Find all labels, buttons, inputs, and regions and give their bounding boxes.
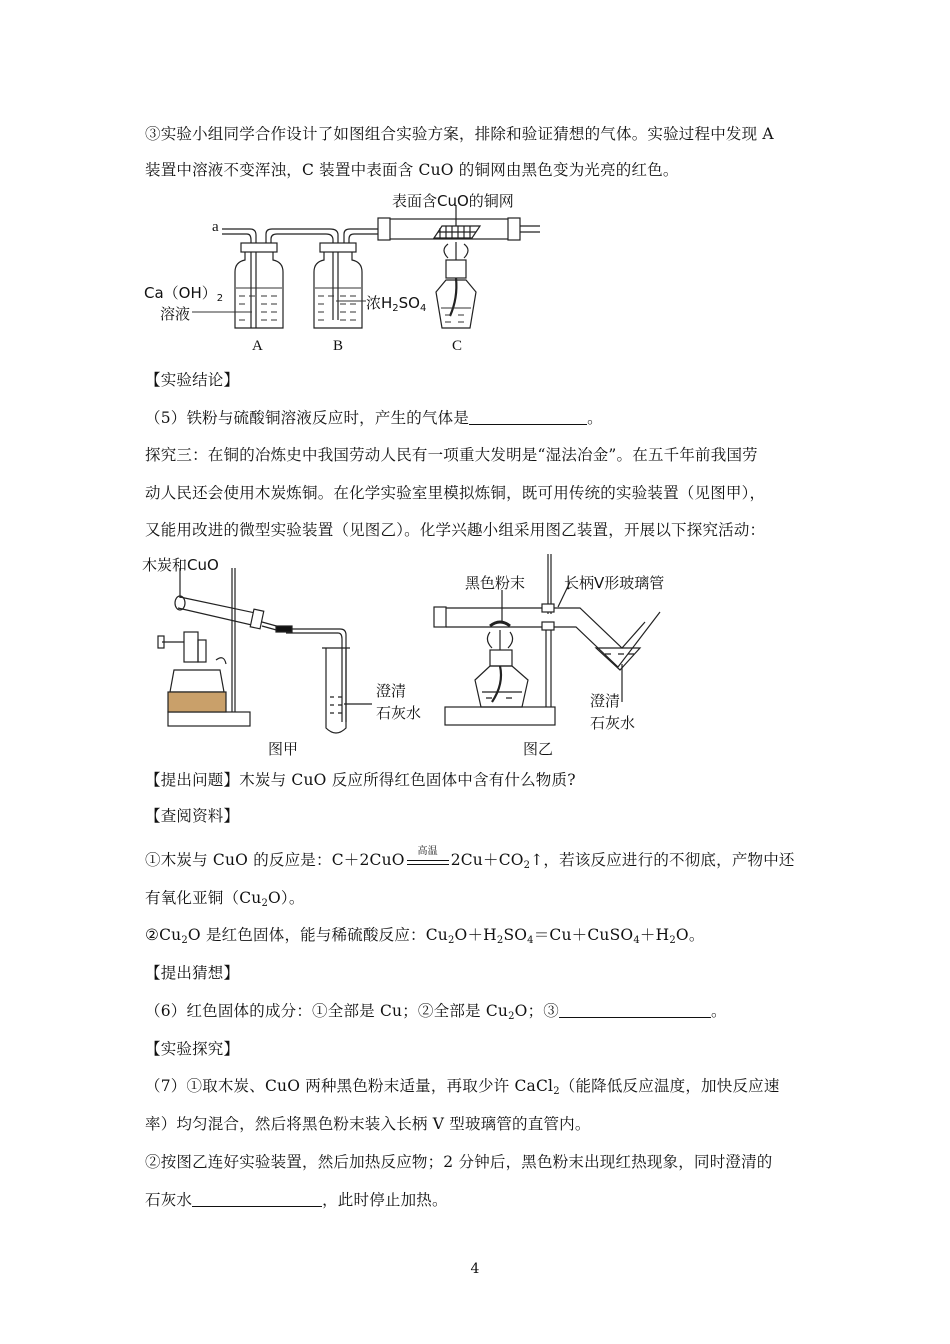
question-7-line: ②按图乙连好实验装置，然后加热反应物；2 分钟后，黑色粉末出现红热现象，同时澄清的 — [145, 1153, 773, 1171]
label-text: SO — [398, 294, 420, 312]
paragraph-line: ③实验小组同学合作设计了如图组合实验方案，排除和验证猜想的气体。实验过程中发现 A — [145, 125, 774, 143]
label-black-powder: 黑色粉末 — [465, 574, 526, 592]
question-text: （5）铁粉与硫酸铜溶液反应时，产生的气体是 — [145, 409, 470, 427]
paragraph-line: 又能用改进的微型实验装置（见图乙）。化学兴趣小组采用图乙装置，开展以下探究活动： — [145, 521, 766, 539]
label-limewater-2: 石灰水 — [590, 714, 636, 732]
subscript: 4 — [527, 935, 534, 946]
caption-figure-jia: 图甲 — [268, 742, 299, 758]
question-7-line — [145, 1076, 780, 1102]
subscript: 2 — [392, 303, 399, 314]
text: （能降低反应温度，加快反应速 — [559, 1077, 780, 1095]
label-limewater-2: 石灰水 — [376, 704, 422, 722]
figure-apparatus-abc — [140, 188, 560, 360]
copper-mesh-label: 表面含CuO的铜网 — [392, 192, 514, 210]
section-heading-experiment: 【实验探究】 — [145, 1040, 240, 1058]
text: ＝Cu＋CuSO — [533, 926, 634, 944]
punctuation: 。 — [587, 409, 603, 427]
reaction-condition: 高温 — [417, 846, 438, 857]
label-conc-sulfuric-acid — [366, 292, 426, 314]
subscript: 2 — [508, 1011, 515, 1022]
caption-figure-yi: 图乙 — [523, 742, 554, 758]
label-charcoal-cuo: 木炭和CuO — [142, 556, 219, 574]
answer-blank-q5[interactable] — [469, 410, 587, 425]
text: （6）红色固体的成分：①全部是 Cu；②全部是 Cu — [145, 1002, 509, 1020]
label-limewater-1: 澄清 — [590, 692, 621, 710]
reference-item-1 — [145, 846, 795, 876]
section-heading-hypothesis: 【提出猜想】 — [145, 964, 240, 982]
subscript: 4 — [633, 935, 640, 946]
section-question: 【提出问题】木炭与 CuO 反应所得红色固体中含有什么物质? — [145, 771, 576, 789]
reference-item-1-cont — [145, 888, 305, 914]
subscript: 2 — [553, 1086, 560, 1097]
text: 石灰水 — [145, 1191, 193, 1209]
subscript: 2 — [261, 898, 269, 909]
subscript: 2 — [669, 935, 676, 946]
text: ＋H — [639, 926, 670, 944]
label-limewater-1: 澄清 — [376, 682, 407, 700]
text: ①木炭与 CuO 的反应是：C＋2CuO — [145, 851, 405, 869]
question-6 — [145, 1001, 727, 1027]
text: 2Cu＋CO — [450, 851, 524, 869]
question-5 — [145, 408, 603, 428]
text: SO — [503, 926, 528, 944]
label-calcium-hydroxide — [144, 282, 223, 304]
question-7-line: 率）均匀混合，然后将黑色粉末装入长柄 V 型玻璃管的直管内。 — [145, 1115, 591, 1133]
apparatus-abc-drawing — [140, 188, 560, 360]
punctuation: 。 — [710, 1002, 727, 1020]
question-7-line — [145, 1190, 448, 1210]
subscript: 2 — [523, 860, 531, 871]
page-number: 4 — [470, 1261, 480, 1277]
answer-blank-q7[interactable] — [192, 1192, 322, 1207]
paragraph-line: 装置中溶液不变浑浊，C 装置中表面含 CuO 的铜网由黑色变为光亮的红色。 — [145, 161, 679, 179]
label-solution: 溶液 — [160, 305, 191, 323]
text: ↑，若该反应进行的不彻底，产物中还 — [530, 851, 795, 869]
text: O。 — [675, 926, 705, 944]
label-text: Ca（OH） — [144, 284, 217, 302]
figure-jia-yi — [140, 552, 700, 762]
subscript: 4 — [419, 303, 427, 314]
paragraph-line: 探究三：在铜的冶炼史中我国劳动人民有一项重大发明是“湿法冶金”。在五千年前我国劳 — [145, 446, 758, 464]
subscript: 2 — [181, 935, 188, 946]
text: O 是红色固体，能与稀硫酸反应：Cu — [187, 926, 448, 944]
text: （7）①取木炭、CuO 两种黑色粉末适量，再取少许 CaCl — [145, 1077, 554, 1095]
subscript: 2 — [496, 935, 504, 946]
label-v-tube: 长柄V形玻璃管 — [564, 574, 665, 592]
caption-a: A — [252, 338, 263, 354]
section-heading-conclusion: 【实验结论】 — [145, 371, 240, 389]
text: O；③ — [514, 1002, 559, 1020]
text: 有氧化亚铜（Cu — [145, 889, 262, 907]
subscript: 2 — [447, 935, 455, 946]
label-text: 浓H — [366, 294, 393, 312]
caption-b: B — [333, 338, 344, 354]
text: O）。 — [268, 889, 305, 907]
text: O＋H — [454, 926, 497, 944]
answer-blank-q6[interactable] — [559, 1003, 711, 1018]
caption-c: C — [452, 338, 463, 354]
paragraph-line: 动人民还会使用木炭炼铜。在化学实验室里模拟炼铜，既可用传统的实验装置（见图甲）， — [145, 484, 766, 502]
reference-item-2 — [145, 925, 705, 951]
section-heading-reference: 【查阅资料】 — [145, 807, 240, 825]
subscript: 2 — [216, 293, 224, 304]
reaction-arrow — [405, 846, 451, 871]
text: ，此时停止加热。 — [322, 1191, 448, 1209]
text: ②Cu — [145, 926, 182, 944]
inlet-label-a: a — [212, 219, 219, 235]
